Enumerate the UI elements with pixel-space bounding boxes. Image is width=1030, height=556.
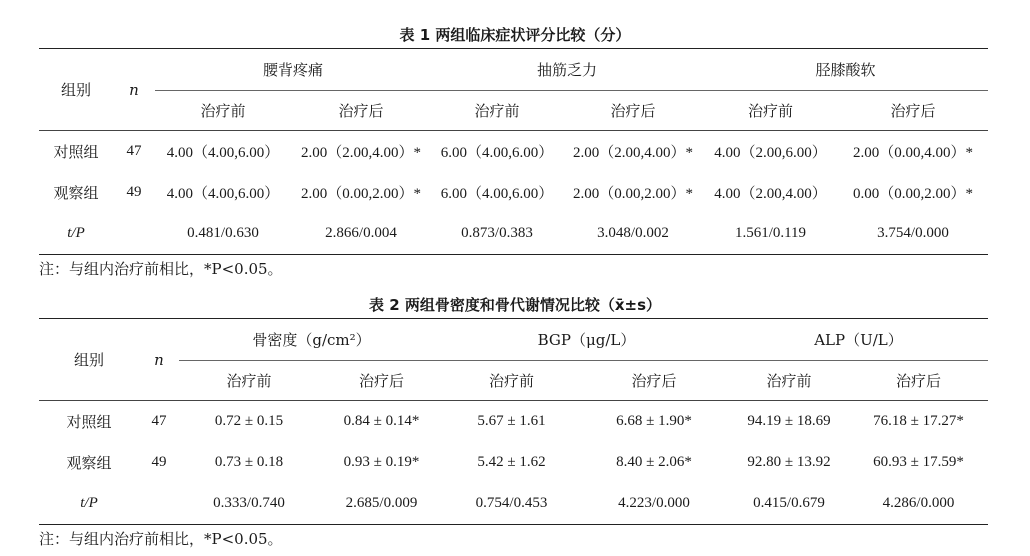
table-cell: 94.19 ± 18.69 [747, 413, 831, 430]
table1-note: 注：与组内治疗前相比，*P<0.05。 [39, 260, 283, 278]
table-cell: 0.72 ± 0.15 [214, 413, 284, 430]
table2-after-header: 治疗后 [358, 372, 404, 390]
table-cell: 0.873/0.383 [461, 224, 533, 241]
table-cell: 60.93 ± 17.59* [873, 454, 964, 470]
table-row [39, 443, 988, 483]
table-cell: 2.00（2.00,4.00）* [572, 145, 693, 162]
table-cell: 5.42 ± 1.62 [477, 454, 546, 470]
table1-symptom-header: 抽筋乏力 [431, 49, 703, 91]
table2-before-header: 治疗前 [488, 372, 534, 390]
table-cell: 3.048/0.002 [597, 224, 669, 241]
table-cell: 4.00（2.00,4.00） [714, 186, 827, 202]
row-n: 47 [151, 413, 167, 430]
table-cell: 0.00（0.00,2.00）* [852, 186, 973, 202]
table-cell: 8.40 ± 2.06* [616, 454, 692, 470]
table1-n-header: n [113, 49, 155, 131]
table2-indicator-header: BGP（μg/L） [444, 319, 729, 361]
table2-indicator-header: 骨密度（g/cm²） [179, 319, 444, 361]
table1-after-header: 治疗后 [890, 102, 936, 120]
table-cell: 2.00（0.00,4.00）* [852, 145, 973, 162]
row-group: 观察组 [66, 454, 112, 472]
table1 [39, 48, 988, 255]
table-cell: 0.415/0.679 [753, 494, 825, 511]
table-row [39, 401, 988, 443]
table1-group-header: 组别 [39, 49, 113, 131]
row-group: t/P [80, 494, 98, 511]
table1-caption: 表 1 两组临床症状评分比较（分） [399, 26, 631, 44]
table1-after-header: 治疗后 [610, 102, 656, 120]
table2-indicator-header: ALP（U/L） [729, 319, 988, 361]
table-cell: 0.754/0.453 [475, 494, 548, 511]
table-cell: 4.286/0.000 [882, 494, 955, 511]
table-cell: 2.685/0.009 [345, 494, 418, 511]
row-n: 49 [126, 184, 142, 200]
table1-after-header: 治疗后 [338, 102, 384, 120]
table-row [39, 483, 988, 525]
table2-group-header: 组别 [39, 319, 139, 401]
table-cell: 0.84 ± 0.14* [343, 413, 420, 430]
table-cell: 5.67 ± 1.61 [477, 413, 546, 430]
table1-before-header: 治疗前 [747, 102, 793, 120]
table-cell: 0.93 ± 0.19* [343, 454, 420, 470]
table-cell: 4.223/0.000 [618, 494, 690, 511]
row-group: t/P [67, 224, 85, 241]
row-group: 对照组 [66, 413, 112, 432]
table1-symptom-header: 腰背疼痛 [155, 49, 431, 91]
table-cell: 2.866/0.004 [325, 224, 397, 241]
table1-before-header: 治疗前 [200, 102, 246, 120]
table2-caption: 表 2 两组骨密度和骨代谢情况比较（x̄±s） [368, 296, 662, 314]
table-row [39, 173, 988, 213]
table-cell: 0.481/0.630 [187, 224, 259, 241]
row-group: 观察组 [53, 184, 99, 202]
row-n: 47 [126, 143, 142, 160]
table2-after-header: 治疗后 [631, 372, 677, 390]
table-cell: 2.00（2.00,4.00）* [300, 145, 421, 162]
table2-note: 注：与组内治疗前相比，*P<0.05。 [39, 530, 283, 548]
row-group: 对照组 [53, 143, 99, 162]
row-n [139, 483, 179, 525]
table-cell: 4.00（4.00,6.00） [166, 186, 280, 202]
table1-symptom-header: 胫膝酸软 [703, 49, 988, 91]
table-cell: 0.73 ± 0.18 [214, 454, 284, 470]
table-cell: 76.18 ± 17.27* [873, 413, 964, 430]
table-cell: 4.00（4.00,6.00） [166, 145, 280, 162]
table2-n-header: n [139, 319, 179, 401]
table-cell: 3.754/0.000 [877, 224, 949, 241]
table-cell: 0.333/0.740 [213, 494, 285, 511]
table-cell: 2.00（0.00,2.00）* [300, 186, 421, 202]
row-n: 49 [151, 454, 167, 470]
table-cell: 1.561/0.119 [734, 224, 807, 241]
table-cell: 6.68 ± 1.90* [616, 413, 692, 430]
table-cell: 2.00（0.00,2.00）* [572, 186, 693, 202]
table-cell: 6.00（4.00,6.00） [440, 186, 554, 202]
table-cell: 4.00（2.00,6.00） [714, 145, 827, 162]
row-n [113, 213, 155, 255]
table-row [39, 131, 988, 173]
table2-before-header: 治疗前 [766, 372, 812, 390]
table-row [39, 213, 988, 255]
table1-before-header: 治疗前 [474, 102, 520, 120]
table-cell: 6.00（4.00,6.00） [440, 145, 554, 162]
table2-before-header: 治疗前 [226, 372, 272, 390]
table2-after-header: 治疗后 [895, 372, 941, 390]
table2 [39, 318, 988, 525]
table-cell: 92.80 ± 13.92 [747, 454, 831, 470]
